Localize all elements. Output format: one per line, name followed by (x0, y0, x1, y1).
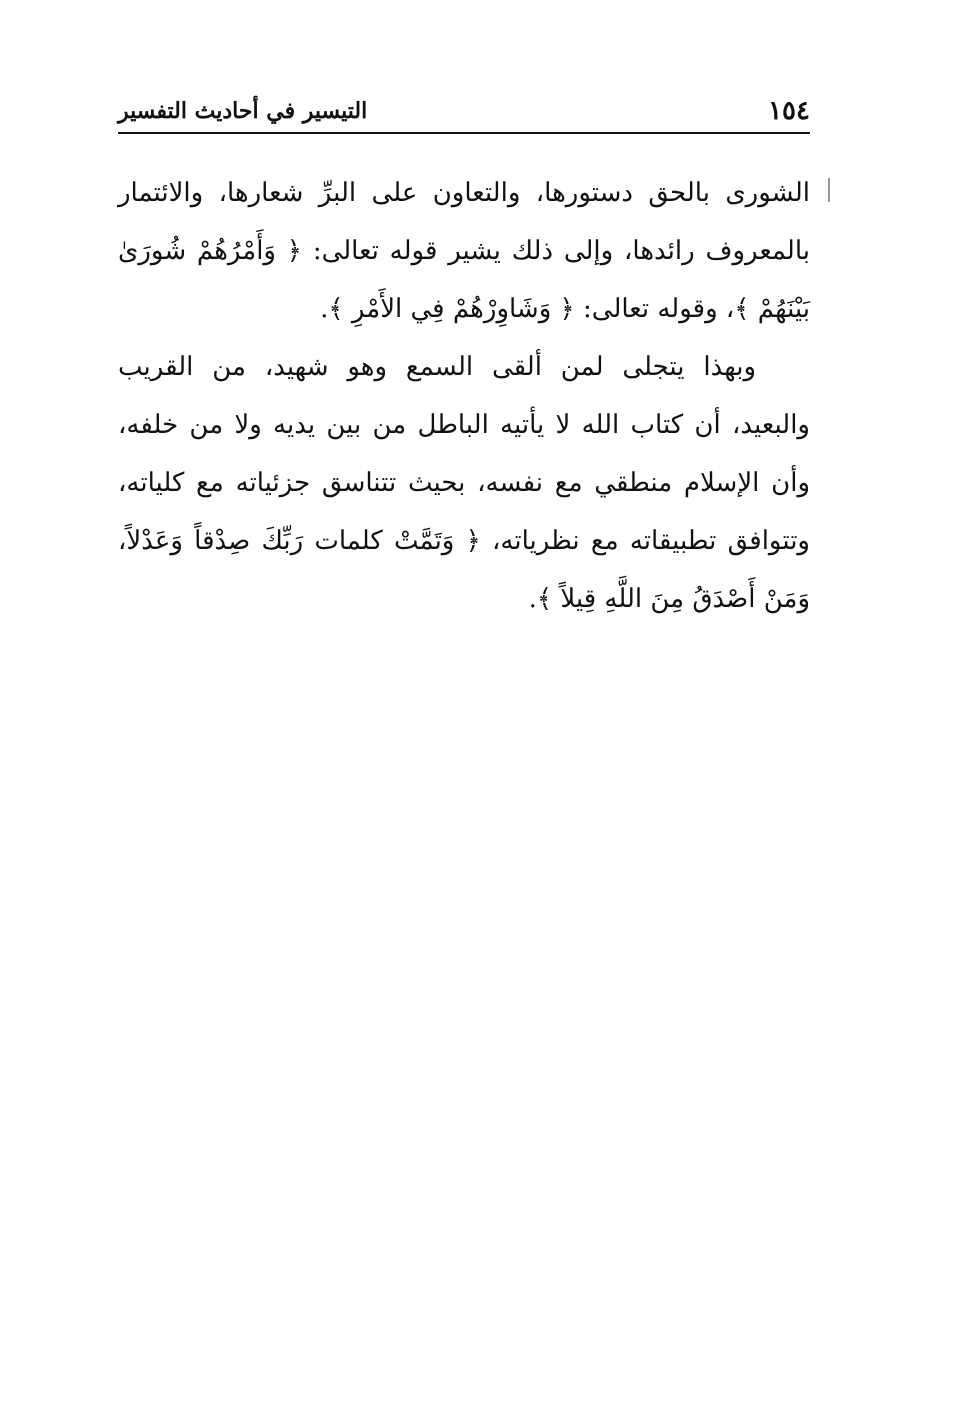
page-number: ١٥٤ (768, 96, 810, 126)
body-text (118, 164, 810, 628)
margin-mark (828, 178, 830, 202)
running-header (118, 92, 810, 134)
book-title: التيسير في أحاديث التفسير (118, 98, 368, 124)
paragraph-1: الشورى بالحق دستورها، والتعاون على البرِّ شعارها، والائتمار بالمعروف رائدها، وإلى ذلك يشير قوله تعالى: ﴿ وَأَمْرُهُمْ شُورَىٰ بَيْنَهُمْ ﴾، وقوله تعالى: ﴿ وَشَاوِرْهُمْ فِي الأَمْرِ ﴾. (118, 178, 810, 324)
paragraph-2: وبهذا يتجلى لمن ألقى السمع وهو شهيد، من القريب والبعيد، أن كتاب الله لا يأتيه الباطل من بين يديه ولا من خلفه، وأن الإسلام منطقي مع نفسه، بحيث تتناسق جزئياته مع كلياته، وتتوافق تطبيقاته مع نظرياته، ﴿ وَتَمَّتْ كلمات رَبِّكَ صِدْقاً وَعَدْلاً، وَمَنْ أَصْدَقُ مِنَ اللَّهِ قِيلاً ﴾. (118, 352, 810, 614)
